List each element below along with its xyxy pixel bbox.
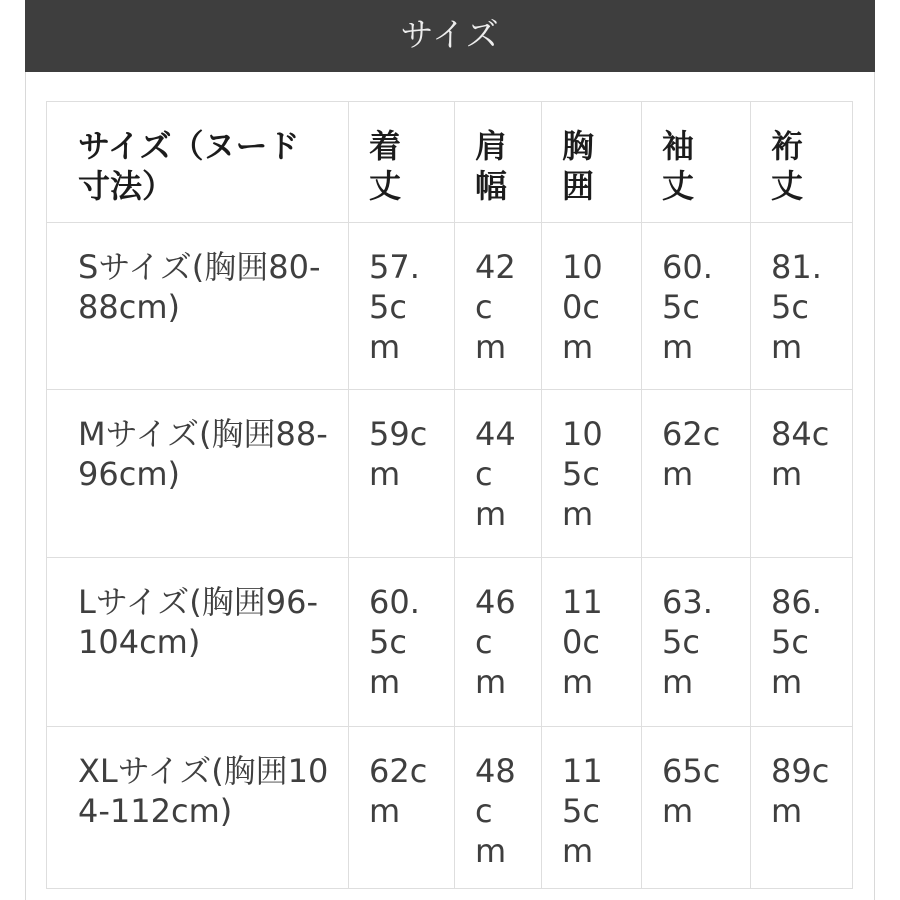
value-cell: 62cm	[349, 727, 455, 889]
value-cell: 48cm	[455, 727, 542, 889]
header-text: 胸囲	[562, 127, 595, 205]
value-cell: 110cm	[542, 558, 642, 727]
value-cell: 62cm	[642, 390, 751, 558]
value-cell: 89cm	[751, 727, 853, 889]
row-label-cell: Lサイズ(胸囲96-104cm)	[47, 558, 349, 727]
section-title: サイズ	[400, 15, 500, 54]
value-cell: 84cm	[751, 390, 853, 558]
header-text: 肩幅	[475, 127, 508, 205]
value-cell: 65cm	[642, 727, 751, 889]
row-label-cell: Mサイズ(胸囲88-96cm)	[47, 390, 349, 558]
size-chart-panel	[25, 0, 875, 900]
header-cell-chest	[542, 102, 642, 223]
table-row-l	[47, 558, 853, 727]
value-cell: 115cm	[542, 727, 642, 889]
table-header-row	[47, 102, 853, 223]
size-chart-content	[25, 72, 875, 900]
value-cell: 81.5cm	[751, 223, 853, 390]
value-cell: 46cm	[455, 558, 542, 727]
table-row-m	[47, 390, 853, 558]
value-cell: 57.5cm	[349, 223, 455, 390]
row-label-cell: XLサイズ(胸囲104-112cm)	[47, 727, 349, 889]
value-cell: 42cm	[455, 223, 542, 390]
header-text: 裄丈	[771, 127, 804, 205]
header-cell-body-length	[349, 102, 455, 223]
header-text: 袖丈	[662, 127, 695, 205]
value-cell: 105cm	[542, 390, 642, 558]
value-cell: 44cm	[455, 390, 542, 558]
value-cell: 60.5cm	[642, 223, 751, 390]
row-label-cell: Sサイズ(胸囲80-88cm)	[47, 223, 349, 390]
size-chart-table	[46, 101, 853, 889]
value-cell: 59cm	[349, 390, 455, 558]
header-text: 着丈	[369, 127, 402, 205]
table-row-xl	[47, 727, 853, 889]
header-text: サイズ（ヌード寸法）	[78, 127, 300, 205]
value-cell: 63.5cm	[642, 558, 751, 727]
table-row-s	[47, 223, 853, 390]
value-cell: 60.5cm	[349, 558, 455, 727]
header-cell-shoulder-width	[455, 102, 542, 223]
header-cell-sleeve-length	[642, 102, 751, 223]
header-cell-size-label	[47, 102, 349, 223]
value-cell: 100cm	[542, 223, 642, 390]
header-cell-yuki-length	[751, 102, 853, 223]
section-title-bar	[25, 0, 875, 72]
value-cell: 86.5cm	[751, 558, 853, 727]
